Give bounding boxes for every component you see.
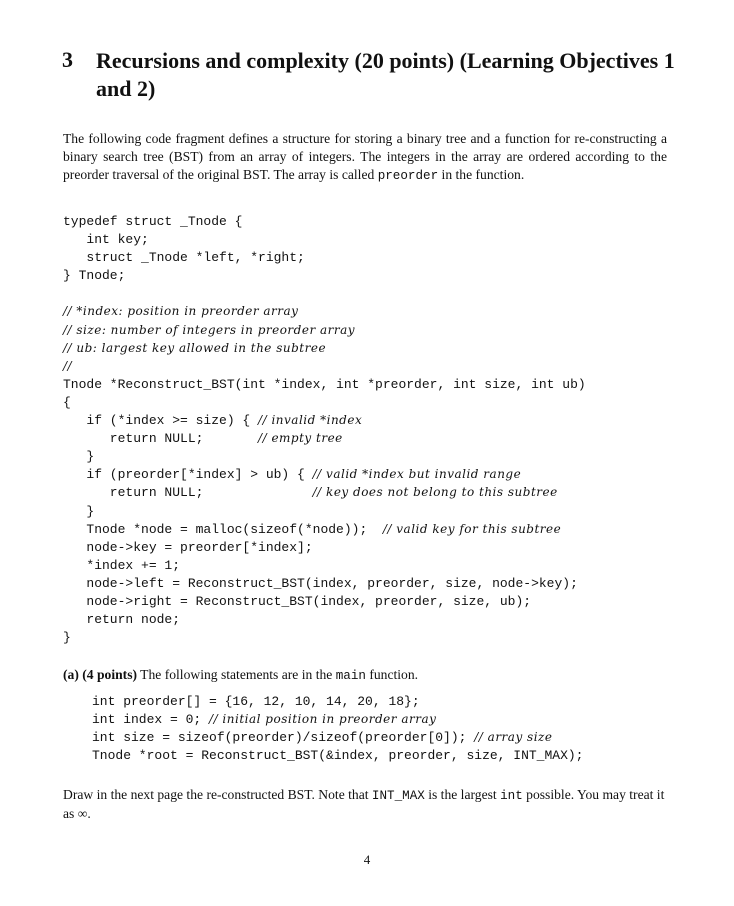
code-line <box>63 212 586 230</box>
code-line <box>63 339 586 357</box>
code-code: Tnode *node = malloc(sizeof(*node)); <box>63 521 383 537</box>
code-line <box>63 610 586 628</box>
code-comment: // key does not belong to this subtree <box>312 485 558 500</box>
part-a-prompt <box>63 666 667 685</box>
code-line <box>63 447 586 465</box>
main-code-code: int preorder[] = {16, 12, 10, 14, 20, 18}; <box>92 694 420 709</box>
code-line <box>63 483 586 501</box>
part-a-text-after: function. <box>365 667 419 682</box>
part-a-code-word: main <box>335 669 366 683</box>
code-line <box>63 574 586 592</box>
part-a-label: (a) (4 points) <box>63 667 138 682</box>
code-line <box>63 520 586 538</box>
main-code-line <box>92 746 583 764</box>
code-comment: // *index: position in preorder array <box>63 304 299 319</box>
intro-text-after: in the function. <box>438 166 525 182</box>
code-line <box>63 502 586 520</box>
code-code: node->left = Reconstruct_BST(index, preorder, size, node->key); <box>63 575 578 591</box>
code-code: struct _Tnode *left, *right; <box>63 250 305 266</box>
intro-text-before: The following code fragment defines a structure for storing a binary tree and a function for re-constructing a binary search tree (BST) from an array of integers. The integers in the array are ordered according to the preorder traversal of the original BST. The array is called <box>63 131 667 182</box>
note-text-3: possible. You may treat it as ∞. <box>63 787 665 821</box>
main-code-block <box>92 692 583 764</box>
main-code-comment: // initial position in preorder array <box>209 712 437 727</box>
code-line <box>63 321 586 339</box>
code-line <box>63 556 586 574</box>
code-code: node->key = preorder[*index]; <box>63 539 313 555</box>
note-text-2: is the largest <box>424 787 501 802</box>
code-code: if (*index >= size) { <box>63 413 259 429</box>
code-comment: // size: number of integers in preorder array <box>63 322 356 337</box>
code-line <box>63 465 586 483</box>
code-line <box>63 411 586 429</box>
code-code: typedef struct _Tnode { <box>63 214 243 229</box>
main-code-line <box>92 692 583 710</box>
code-line <box>63 538 586 556</box>
intro-paragraph <box>63 130 667 185</box>
part-a-text-before: The following statements are in the <box>137 667 336 682</box>
code-line <box>63 393 586 411</box>
code-code: int key; <box>63 232 149 248</box>
code-line <box>63 592 586 610</box>
main-code-comment: // array size <box>474 730 553 745</box>
code-code: return NULL; <box>63 485 313 501</box>
note-code-intmax: INT_MAX <box>371 789 425 803</box>
code-code: *index += 1; <box>63 557 181 573</box>
note-paragraph <box>63 786 667 823</box>
intro-code-word: preorder <box>377 168 439 183</box>
code-block <box>63 212 586 646</box>
main-code-line <box>92 728 583 746</box>
code-line <box>63 429 586 447</box>
section-title: Recursions and complexity (20 points) (Learning Objectives 1 and 2) <box>96 48 675 101</box>
main-code-code: Tnode *root = Reconstruct_BST(&index, preorder, size, INT_MAX); <box>92 748 584 764</box>
code-comment: // valid *index but invalid range <box>312 467 522 482</box>
code-code: } <box>63 630 71 646</box>
code-code: return NULL; <box>63 431 259 447</box>
code-code: } <box>63 449 95 465</box>
main-code-line <box>92 710 583 728</box>
note-code-int: int <box>500 789 523 803</box>
code-code: Tnode *Reconstruct_BST(int *index, int *preorder, int size, int ub) <box>63 376 586 392</box>
code-comment: // empty tree <box>258 431 343 446</box>
code-code: { <box>63 394 71 410</box>
code-code: } Tnode; <box>63 268 126 284</box>
code-comment: // ub: largest key allowed in the subtree <box>63 340 327 355</box>
page-number: 4 <box>363 852 371 867</box>
code-comment: // valid key for this subtree <box>382 521 562 536</box>
code-line <box>63 628 586 646</box>
code-code: if (preorder[*index] > ub) { <box>63 467 313 483</box>
code-line <box>63 357 586 375</box>
code-code: node->right = Reconstruct_BST(index, preorder, size, ub); <box>63 593 532 609</box>
code-comment: // invalid *index <box>258 413 363 428</box>
code-line <box>63 284 586 302</box>
code-line <box>63 248 586 266</box>
code-line <box>63 375 586 393</box>
main-code-code: int size = sizeof(preorder)/sizeof(preorder[0]); <box>92 730 475 746</box>
note-text-1: Draw in the next page the re-constructed BST. Note that <box>63 787 372 802</box>
code-comment: // <box>63 358 73 373</box>
main-code-code: int index = 0; <box>92 712 210 728</box>
code-line <box>63 230 586 248</box>
code-line <box>63 266 586 284</box>
section-number: 3 <box>62 47 73 72</box>
code-line <box>63 302 586 320</box>
code-code: } <box>63 503 95 519</box>
code-code: return node; <box>63 612 181 628</box>
